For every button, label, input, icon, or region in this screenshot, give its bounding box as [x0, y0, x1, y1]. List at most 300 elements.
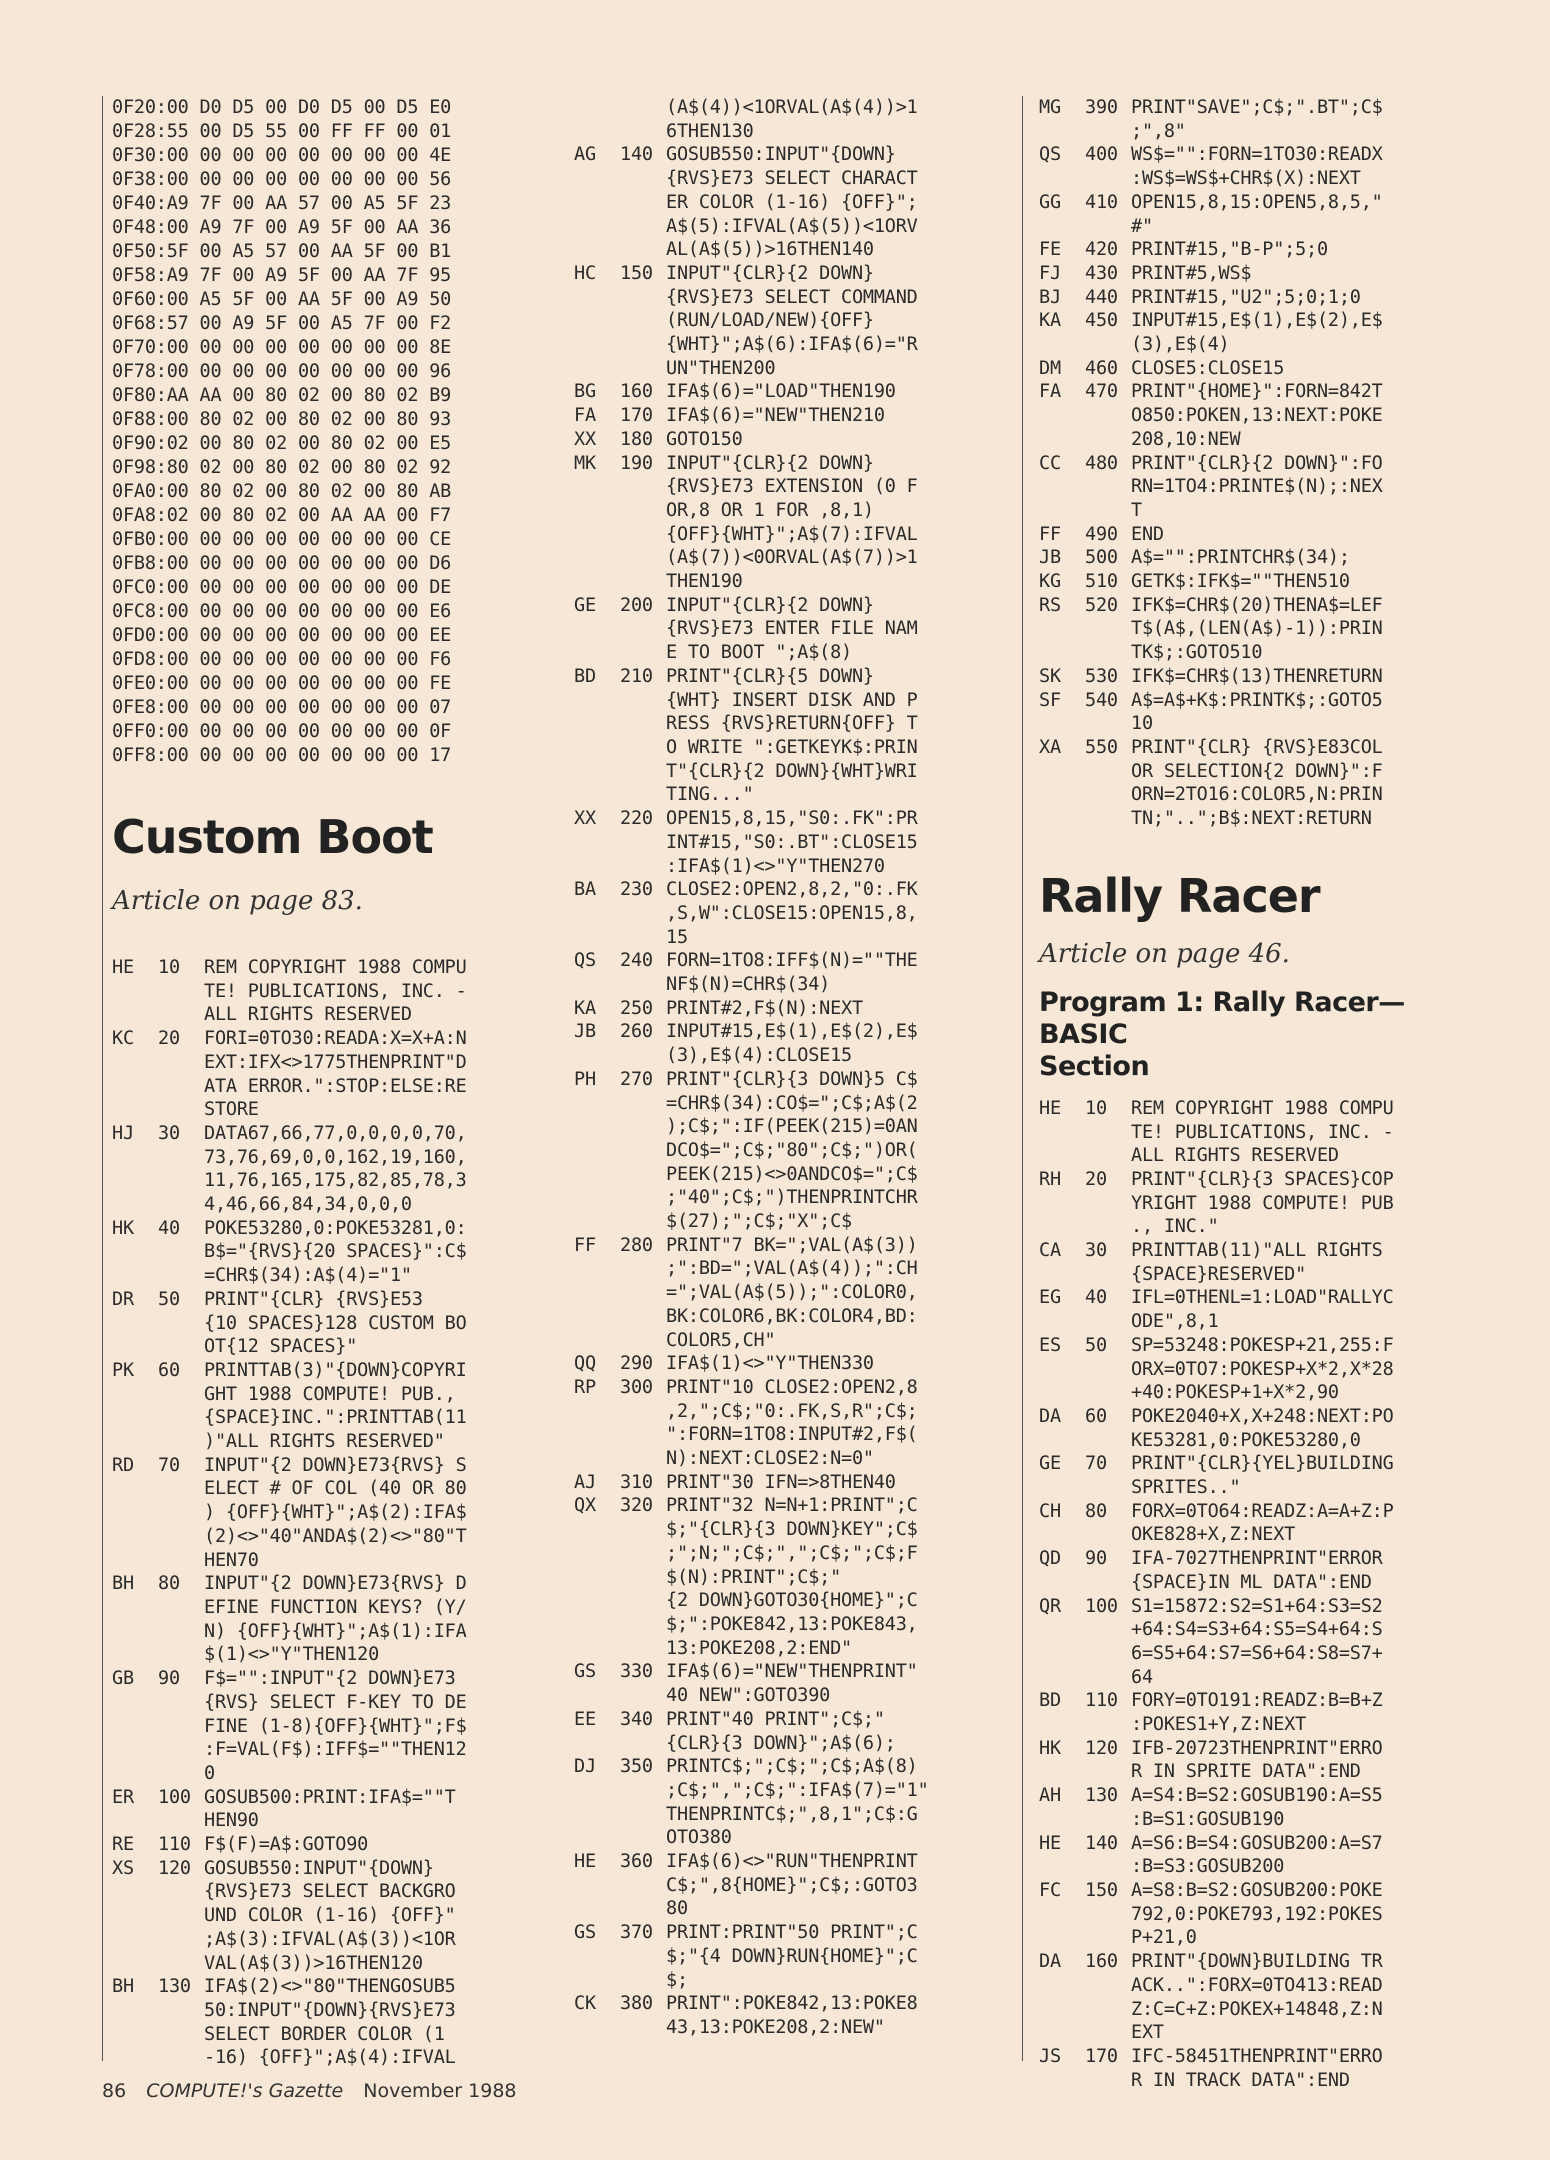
checksum: BA: [574, 879, 596, 901]
code-text: 10: [1131, 713, 1153, 735]
line-number: [620, 475, 666, 499]
custom-boot-title: Custom Boot: [112, 810, 433, 864]
listing-line: [1039, 1381, 1479, 1405]
listing-line: [112, 1406, 584, 1430]
checksum: [1039, 1192, 1085, 1216]
code-text: 208,10:NEW: [1131, 428, 1241, 450]
listing-line: [574, 1305, 1014, 1329]
checksum: FJ: [1039, 262, 1061, 284]
listing-line: [1039, 1168, 1479, 1192]
listing-line: [574, 120, 1014, 144]
listing-line: [574, 143, 1014, 167]
line-number: 90: [1085, 1548, 1107, 1570]
program-heading-line-1: Program 1: Rally Racer—BASIC: [1039, 986, 1405, 1050]
checksum: [112, 1596, 158, 1620]
listing-line: [574, 1186, 1014, 1210]
checksum: [574, 1186, 620, 1210]
line-number: [620, 783, 666, 807]
checksum: [112, 1715, 158, 1739]
code-text: 13:POKE208,2:END": [666, 1637, 852, 1659]
listing-line: [1039, 1950, 1479, 1974]
line-number: [1085, 404, 1131, 428]
line-number: 510: [1085, 571, 1118, 593]
line-number: 390: [1085, 97, 1118, 118]
code-text: {WHT}";A$(6):IFA$(6)="R: [666, 334, 918, 356]
listing-line: [112, 1501, 584, 1525]
line-number: [1085, 1642, 1131, 1666]
line-number: [620, 1210, 666, 1234]
code-text: GOTO150: [666, 428, 743, 450]
line-number: [158, 1169, 204, 1193]
code-text: PRINT":POKE842,13:POKE8: [666, 1993, 918, 2015]
line-number: 550: [1085, 736, 1118, 758]
checksum: [1039, 1358, 1085, 1382]
checksum: HC: [574, 262, 596, 284]
listing-line: [112, 1359, 584, 1383]
custom-boot-listing-end: [1039, 96, 1479, 831]
listing-line: [574, 1020, 1014, 1044]
custom-boot-listing-continued: [574, 96, 1014, 2040]
listing-line: [112, 1264, 584, 1288]
listing-line: [1039, 1144, 1479, 1168]
code-text: PRINT"{HOME}":FORN=842T: [1131, 381, 1383, 403]
listing-line: [574, 1542, 1014, 1566]
code-text: OPEN15,8,15,"S0:.FK":PR: [666, 808, 918, 830]
code-text: GHT 1988 COMPUTE! PUB.,: [204, 1383, 456, 1405]
listing-line: [1039, 783, 1479, 807]
line-number: 320: [620, 1495, 653, 1517]
code-text: {SPACE}RESERVED": [1131, 1263, 1307, 1285]
line-number: [620, 1305, 666, 1329]
hex-dump-line: 0FB8:00 00 00 00 00 00 00 00 D6: [112, 553, 452, 574]
listing-line: [112, 1525, 584, 1549]
line-number: 250: [620, 997, 653, 1019]
listing-line: [574, 997, 1014, 1021]
listing-line: [112, 1169, 584, 1193]
listing-line: [574, 973, 1014, 997]
line-number: [620, 1115, 666, 1139]
listing-line: [574, 1589, 1014, 1613]
line-number: 540: [1085, 689, 1118, 711]
line-number: 130: [1085, 1785, 1118, 1807]
listing-line: [112, 1312, 584, 1336]
code-text: );C$;":IF(PEEK(215)=0AN: [666, 1116, 918, 1138]
line-number: [1085, 760, 1131, 784]
line-number: 270: [620, 1068, 653, 1090]
checksum: [574, 1210, 620, 1234]
code-text: SPRITES..": [1131, 1477, 1241, 1499]
line-number: 30: [158, 1122, 180, 1144]
code-text: {SPACE}IN ML DATA":END: [1131, 1571, 1372, 1593]
line-number: 50: [158, 1288, 180, 1310]
code-text: 50:INPUT"{DOWN}{RVS}E73: [204, 1999, 456, 2021]
checksum: [112, 1146, 158, 1170]
code-text: O850:POKEN,13:NEXT:POKE: [1131, 405, 1383, 427]
checksum: SF: [1039, 689, 1061, 711]
line-number: 290: [620, 1353, 653, 1375]
line-number: [620, 546, 666, 570]
code-text: (RUN/LOAD/NEW){OFF}: [666, 310, 874, 332]
checksum: [112, 1169, 158, 1193]
listing-line: [574, 1755, 1014, 1779]
checksum: [574, 286, 620, 310]
code-text: $(27);";C$;"X";C$: [666, 1211, 852, 1233]
listing-line: [1039, 1666, 1479, 1690]
hex-dump-line: 0F58:A9 7F 00 A9 5F 00 AA 7F 95: [112, 265, 452, 286]
line-number: [1085, 1855, 1131, 1879]
listing-line: [112, 2023, 584, 2047]
line-number: [620, 760, 666, 784]
checksum: HE: [112, 957, 134, 978]
checksum: [1039, 1666, 1085, 1690]
code-text: TK$;:GOTO510: [1131, 642, 1263, 664]
line-number: [158, 1809, 204, 1833]
listing-line: [1039, 1121, 1479, 1145]
checksum: [1039, 807, 1085, 831]
listing-line: [1039, 1642, 1479, 1666]
listing-line: [1039, 2069, 1479, 2093]
line-number: [1085, 1429, 1131, 1453]
checksum: [112, 1383, 158, 1407]
line-number: 500: [1085, 547, 1118, 569]
code-text: EXT:IFX<>1775THENPRINT"D: [204, 1051, 467, 1073]
checksum: [1039, 617, 1085, 641]
checksum: [112, 1075, 158, 1099]
line-number: [1085, 712, 1131, 736]
listing-line: [112, 1620, 584, 1644]
checksum: [112, 1240, 158, 1264]
code-text: IFA$(6)<>"RUN"THENPRINT: [666, 1851, 918, 1873]
checksum: HK: [1039, 1737, 1061, 1759]
listing-line: [574, 783, 1014, 807]
hex-dump-line: 0F20:00 D0 D5 00 D0 D5 00 D5 E0: [112, 97, 452, 118]
checksum: [574, 1400, 620, 1424]
line-number: 480: [1085, 452, 1118, 474]
checksum: [112, 1904, 158, 1928]
checksum: [574, 1257, 620, 1281]
listing-line: [1039, 238, 1479, 262]
checksum: BJ: [1039, 286, 1061, 308]
line-number: 230: [620, 879, 653, 901]
checksum: [112, 1620, 158, 1644]
checksum: MG: [1039, 97, 1061, 118]
hex-dump-line: 0FA8:02 00 80 02 00 AA AA 00 F7: [112, 505, 452, 526]
listing-line: [574, 1257, 1014, 1281]
code-text: (2)<>"40"ANDA$(2)<>"80"T: [204, 1525, 467, 1547]
code-text: T"{CLR}{2 DOWN}{WHT}WRI: [666, 760, 918, 782]
code-text: (A$(4))<1ORVAL(A$(4))>1: [666, 97, 918, 118]
checksum: AJ: [574, 1471, 596, 1493]
listing-line: [574, 1660, 1014, 1684]
listing-line: [574, 357, 1014, 381]
line-number: 260: [620, 1021, 653, 1043]
checksum: [112, 1430, 158, 1454]
line-number: [620, 1163, 666, 1187]
checksum: MK: [574, 452, 596, 474]
checksum: [112, 1738, 158, 1762]
hex-dump-line: 0F80:AA AA 00 80 02 00 80 02 B9: [112, 385, 452, 406]
checksum: DJ: [574, 1756, 596, 1778]
line-number: 220: [620, 808, 653, 830]
checksum: [112, 1880, 158, 1904]
line-number: 30: [1085, 1240, 1107, 1262]
listing-line: [1039, 1618, 1479, 1642]
line-number: 410: [1085, 191, 1118, 213]
hex-dump-line: 0FE8:00 00 00 00 00 00 00 00 07: [112, 697, 452, 718]
listing-line: [112, 1027, 584, 1051]
listing-line: [574, 831, 1014, 855]
listing-line: [112, 1975, 584, 1999]
checksum: [1039, 1855, 1085, 1879]
code-text: INT#15,"S0:.BT":CLOSE15: [666, 831, 918, 853]
code-text: GOSUB550:INPUT"{DOWN}: [666, 144, 896, 166]
listing-line: [574, 1352, 1014, 1376]
checksum: [1039, 333, 1085, 357]
code-text: ORN=2TO16:COLOR5,N:PRIN: [1131, 784, 1383, 806]
line-number: [620, 641, 666, 665]
hex-dump-line: 0FB0:00 00 00 00 00 00 00 00 CE: [112, 529, 452, 550]
listing-line: [1039, 1737, 1479, 1761]
column-rule-left: [102, 96, 103, 2061]
listing-line: [1039, 1689, 1479, 1713]
listing-line: [1039, 262, 1479, 286]
line-number: 370: [620, 1922, 653, 1944]
line-number: [620, 1186, 666, 1210]
line-number: [620, 973, 666, 997]
listing-line: [112, 1335, 584, 1359]
line-number: 100: [158, 1786, 191, 1808]
code-text: {RVS} SELECT F-KEY TO DE: [204, 1691, 467, 1713]
line-number: [158, 1501, 204, 1525]
line-number: 70: [158, 1454, 180, 1476]
line-number: [1085, 1263, 1131, 1287]
checksum: QS: [574, 950, 596, 972]
checksum: [1039, 641, 1085, 665]
listing-line: [574, 1494, 1014, 1518]
checksum: DA: [1039, 1951, 1061, 1973]
line-number: 310: [620, 1471, 653, 1493]
custom-boot-article-reference: Article on page 83.: [112, 886, 363, 916]
code-text: OPEN15,8,15:OPEN5,8,5,": [1131, 191, 1383, 213]
code-text: F$(F)=A$:GOTO90: [204, 1834, 369, 1856]
checksum: BD: [1039, 1690, 1061, 1712]
checksum: GS: [574, 1661, 596, 1683]
checksum: CH: [1039, 1500, 1061, 1522]
code-text: PRINT"7 BK=";VAL(A$(3)): [666, 1234, 918, 1256]
code-text: )"ALL RIGHTS RESERVED": [204, 1431, 445, 1453]
line-number: 170: [620, 405, 653, 427]
listing-line: [1039, 712, 1479, 736]
line-number: [620, 2016, 666, 2040]
checksum: [1039, 1215, 1085, 1239]
listing-line: [112, 1999, 584, 2023]
listing-line: [574, 286, 1014, 310]
checksum: GS: [574, 1922, 596, 1944]
checksum: BH: [112, 1573, 134, 1595]
checksum: [112, 1999, 158, 2023]
checksum: [112, 2023, 158, 2047]
hex-dump-line: 0F30:00 00 00 00 00 00 00 00 4E: [112, 145, 452, 166]
line-number: [620, 238, 666, 262]
checksum: KC: [112, 1028, 134, 1050]
listing-line: [1039, 357, 1479, 381]
checksum: HE: [574, 1851, 596, 1873]
checksum: [1039, 1713, 1085, 1737]
checksum: XX: [574, 428, 596, 450]
line-number: [158, 1051, 204, 1075]
listing-line: [574, 475, 1014, 499]
code-text: RN=1TO4:PRINTE$(N);:NEX: [1131, 476, 1383, 498]
code-text: NF$(N)=CHR$(34): [666, 974, 831, 996]
listing-line: [574, 215, 1014, 239]
line-number: [1085, 1713, 1131, 1737]
listing-line: [1039, 1903, 1479, 1927]
checksum: HK: [112, 1217, 134, 1239]
code-text: PRINTTAB(11)"ALL RIGHTS: [1131, 1240, 1383, 1262]
code-text: $;":POKE842,13:POKE843,: [666, 1614, 918, 1635]
line-number: [158, 1406, 204, 1430]
listing-line: [1039, 570, 1479, 594]
line-number: [620, 191, 666, 215]
code-text: {2 DOWN}GOTO30{HOME}";C: [666, 1590, 918, 1612]
checksum: [1039, 1974, 1085, 1998]
checksum: RE: [112, 1834, 134, 1856]
code-text: PRINTC$;";C$;";C$;A$(8): [666, 1756, 918, 1778]
checksum: [574, 689, 620, 713]
code-text: $(1)<>"Y"THEN120: [204, 1644, 380, 1666]
listing-line: [1039, 1808, 1479, 1832]
listing-line: [574, 1447, 1014, 1471]
line-number: [620, 1803, 666, 1827]
line-number: 180: [620, 428, 653, 450]
checksum: [1039, 2021, 1085, 2045]
checksum: CA: [1039, 1240, 1061, 1262]
line-number: [158, 1264, 204, 1288]
checksum: [574, 1589, 620, 1613]
line-number: [620, 1826, 666, 1850]
code-text: $;"{CLR}{3 DOWN}KEY";C$: [666, 1519, 918, 1541]
code-text: {RVS}E73 SELECT COMMAND: [666, 286, 918, 308]
line-number: [1085, 475, 1131, 499]
line-number: [620, 1684, 666, 1708]
checksum: DM: [1039, 357, 1061, 379]
checksum: [1039, 1760, 1085, 1784]
checksum: [574, 1874, 620, 1898]
listing-line: [574, 1708, 1014, 1732]
code-text: PRINT#15,"B-P";5;0: [1131, 239, 1328, 261]
listing-line: [1039, 641, 1479, 665]
listing-line: [1039, 1334, 1479, 1358]
code-text: PRINT"{CLR}{YEL}BUILDING: [1131, 1453, 1394, 1475]
listing-line: [1039, 1998, 1479, 2022]
listing-line: [112, 1880, 584, 1904]
checksum: [574, 191, 620, 215]
code-text: +40:POKESP+1+X*2,90: [1131, 1382, 1339, 1404]
code-text: O WRITE ":GETKEYK$:PRIN: [666, 736, 918, 758]
code-text: PRINT"{CLR}{3 SPACES}COP: [1131, 1168, 1394, 1190]
line-number: 90: [158, 1668, 180, 1690]
hex-dump-line: 0FC0:00 00 00 00 00 00 00 00 DE: [112, 577, 452, 598]
code-text: FORY=0TO191:READZ:B=B+Z: [1131, 1690, 1383, 1712]
listing-line: [1039, 428, 1479, 452]
code-text: {OFF}{WHT}";A$(7):IFVAL: [666, 523, 918, 545]
listing-line: [574, 1826, 1014, 1850]
checksum: [112, 1098, 158, 1122]
listing-line: [112, 1122, 584, 1146]
code-text: DCO$=";C$;"80";C$;")OR(: [666, 1139, 918, 1161]
checksum: GB: [112, 1668, 134, 1690]
line-number: [1085, 333, 1131, 357]
line-number: [158, 1098, 204, 1122]
listing-line: [1039, 309, 1479, 333]
listing-line: [112, 1596, 584, 1620]
code-text: PRINT"{CLR}{5 DOWN}: [666, 665, 874, 687]
hex-dump-line: 0FF8:00 00 00 00 00 00 00 00 17: [112, 745, 452, 766]
code-text: PRINT:PRINT"50 PRINT";C: [666, 1922, 918, 1944]
code-text: PRINTTAB(3)"{DOWN}COPYRI: [204, 1359, 467, 1381]
listing-line: [1039, 286, 1479, 310]
line-number: 520: [1085, 594, 1118, 616]
line-number: 210: [620, 665, 653, 687]
checksum: [1039, 1523, 1085, 1547]
checksum: [574, 831, 620, 855]
line-number: [620, 286, 666, 310]
code-text: UN"THEN200: [666, 357, 776, 379]
checksum: XA: [1039, 736, 1061, 758]
listing-line: [574, 1400, 1014, 1424]
code-text: WS$="":FORN=1TO30:READX: [1131, 144, 1383, 166]
hex-dump-line: 0F68:57 00 A9 5F 00 A5 7F 00 F2: [112, 313, 452, 334]
listing-line: [574, 1850, 1014, 1874]
listing-line: [574, 1092, 1014, 1116]
checksum: [112, 1952, 158, 1976]
listing-line: [574, 1992, 1014, 2016]
checksum: [112, 1406, 158, 1430]
line-number: [158, 1193, 204, 1217]
line-number: 430: [1085, 262, 1118, 284]
line-number: [620, 1613, 666, 1637]
checksum: [1039, 1476, 1085, 1500]
line-number: [158, 1928, 204, 1952]
code-text: PRINT"{CLR}{3 DOWN}5 C$: [666, 1068, 918, 1090]
code-text: ;";N;";C$;",";C$;";C$;F: [666, 1542, 918, 1564]
line-number: 60: [158, 1359, 180, 1381]
listing-line: [574, 712, 1014, 736]
line-number: 40: [1085, 1287, 1107, 1309]
listing-line: [574, 1234, 1014, 1258]
line-number: 50: [1085, 1334, 1107, 1356]
line-number: 360: [620, 1851, 653, 1873]
code-text: ALL RIGHTS RESERVED: [204, 1004, 412, 1026]
code-text: TE! PUBLICATIONS, INC. -: [204, 980, 467, 1002]
code-text: IFA-7027THENPRINT"ERROR: [1131, 1548, 1383, 1570]
code-text: GOSUB550:INPUT"{DOWN}: [204, 1857, 434, 1879]
listing-line: [574, 452, 1014, 476]
line-number: [1085, 783, 1131, 807]
checksum: [574, 499, 620, 523]
code-text: ALL RIGHTS RESERVED: [1131, 1145, 1339, 1167]
line-number: [158, 1620, 204, 1644]
checksum: [574, 570, 620, 594]
line-number: [158, 1643, 204, 1667]
line-number: [1085, 1974, 1131, 1998]
code-text: HEN70: [204, 1549, 259, 1571]
line-number: [1085, 428, 1131, 452]
magazine-name: COMPUTE!'s Gazette: [146, 2080, 344, 2102]
code-text: A=S8:B=S2:GOSUB200:POKE: [1131, 1880, 1383, 1901]
listing-line: [574, 1329, 1014, 1353]
code-text: IFK$=CHR$(13)THENRETURN: [1131, 665, 1383, 687]
